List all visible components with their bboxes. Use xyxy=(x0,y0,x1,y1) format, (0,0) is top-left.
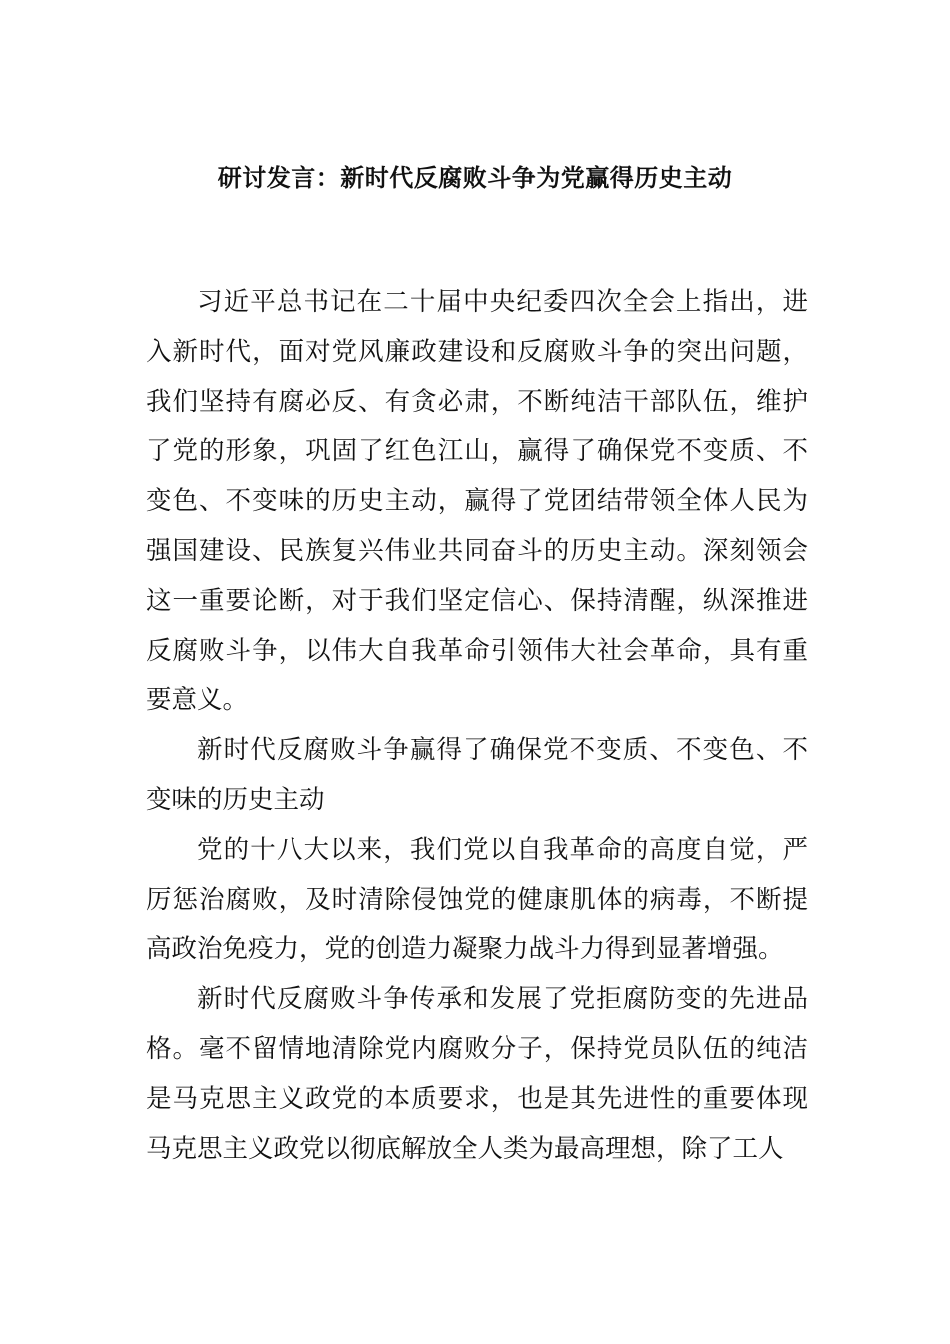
paragraph: 习近平总书记在二十届中央纪委四次全会上指出，进入新时代，面对党风廉政建设和反腐败斗争的突出问题，我们坚持有腐必反、有贪必肃，不断纯洁干部队伍，维护了党的形象，巩固了红色江山，赢得了确保党不变质、不变色、不变味的历史主动，赢得了党团结带领全体人民为强国建设、民族复兴伟业共同奋斗的历史主动。深刻领会这一重要论断，对于我们坚定信心、保持清醒，纵深推进反腐败斗争，以伟大自我革命引领伟大社会革命，具有重要意义。 xyxy=(146,287,808,716)
document-title: 研讨发言：新时代反腐败斗争为党赢得历史主动 xyxy=(217,164,733,192)
paragraph: 新时代反腐败斗争赢得了确保党不变质、不变色、不变味的历史主动 xyxy=(146,735,808,815)
document-body xyxy=(146,278,808,1174)
paragraph: 党的十八大以来，我们党以自我革命的高度自觉，严厉惩治腐败，及时清除侵蚀党的健康肌体的病毒，不断提高政治免疫力，党的创造力凝聚力战斗力得到显著增强。 xyxy=(146,834,808,965)
paragraph: 新时代反腐败斗争传承和发展了党拒腐防变的先进品格。毫不留情地清除党内腐败分子，保持党员队伍的纯洁是马克思主义政党的本质要求，也是其先进性的重要体现马克思主义政党以彻底解放全人类为最高理想，除了工人 xyxy=(146,984,808,1164)
